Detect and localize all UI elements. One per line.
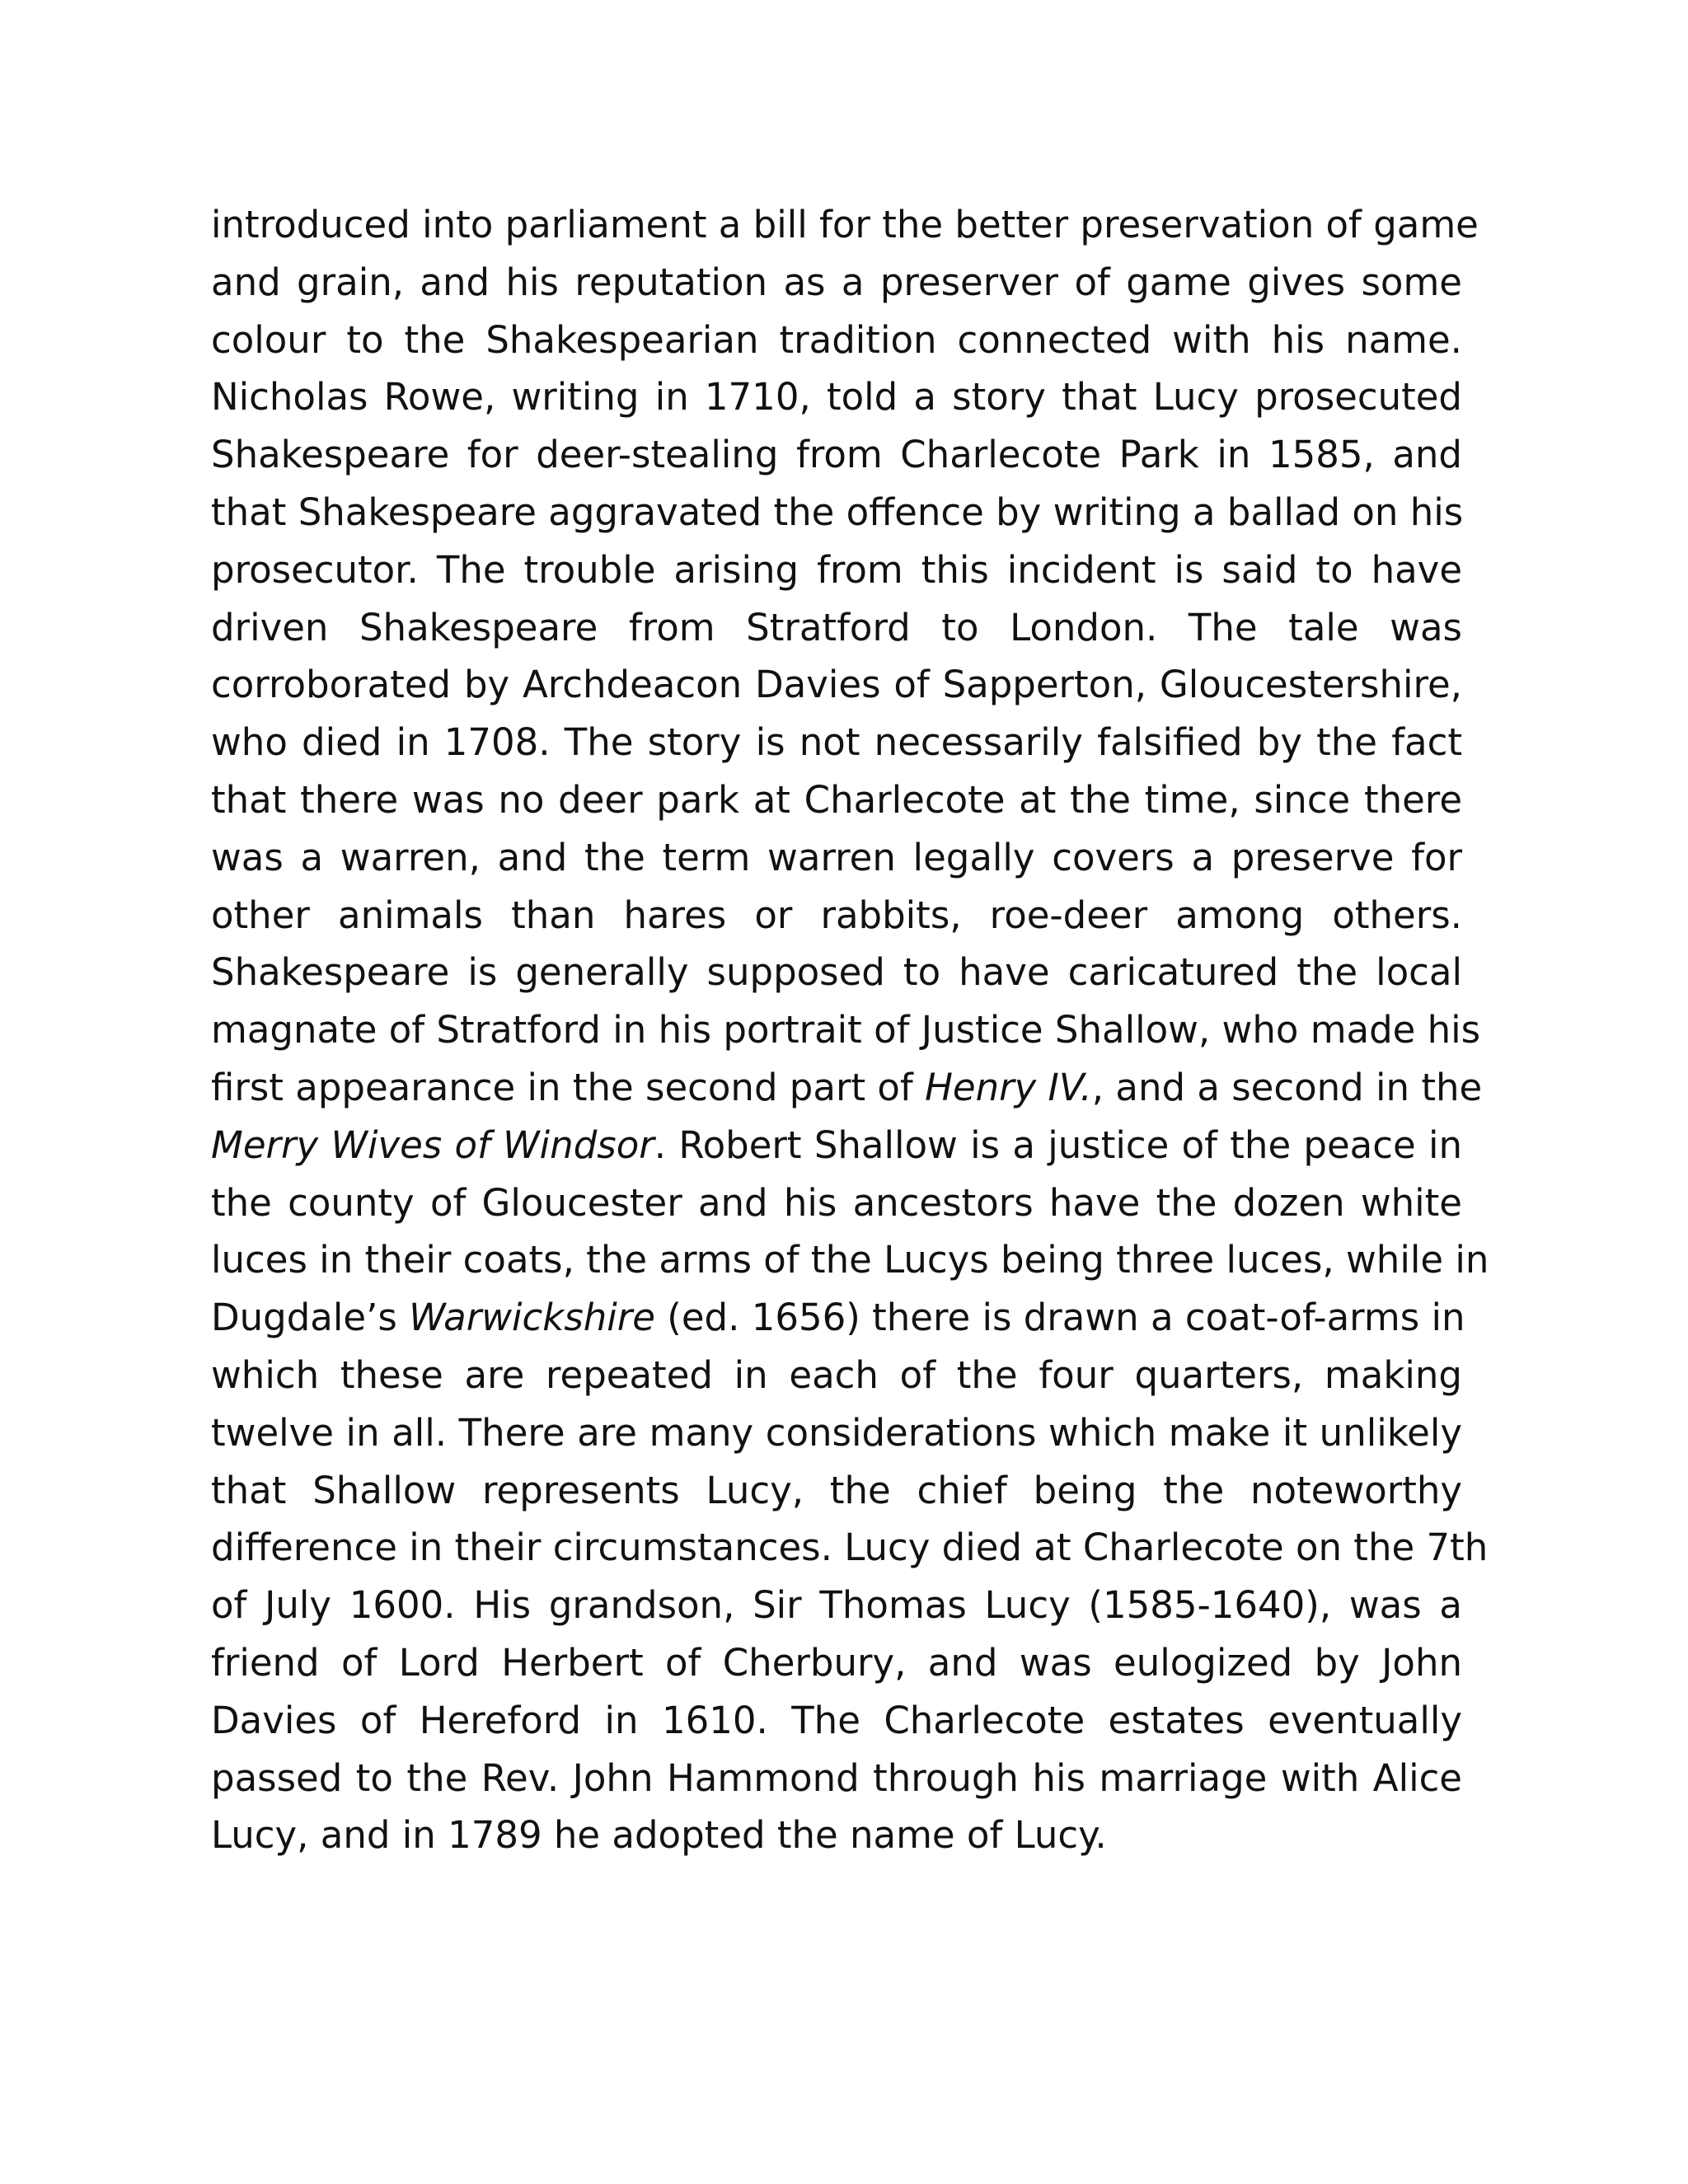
italic-title-text: Merry Wives of Windsor <box>211 1122 654 1167</box>
text-segment: Nicholas Rowe, writing in 1710, told a story that Lucy prosecuted <box>211 375 1462 419</box>
text-segment: which these are repeated in each of the four quarters, making <box>211 1352 1462 1397</box>
italic-title-text: Henry IV. <box>925 1065 1092 1109</box>
text-segment: friend of Lord Herbert of Cherbury, and was eulogized by John <box>211 1640 1462 1685</box>
text-segment: , and a second in the <box>1091 1065 1483 1109</box>
text-segment: Dugdale’s <box>211 1296 410 1340</box>
text-segment: difference in their circumstances. Lucy died at Charlecote on the 7th <box>211 1526 1489 1570</box>
text-segment: Shakespeare for deer-stealing from Charlecote Park in 1585, and <box>211 433 1462 477</box>
text-segment: magnate of Stratford in his portrait of Justice Shallow, who made his <box>211 1008 1481 1052</box>
text-segment: of July 1600. His grandson, Sir Thomas Lucy (1585-1640), was a <box>211 1583 1462 1628</box>
text-line <box>211 771 1462 829</box>
text-segment: that Shakespeare aggravated the offence by writing a ballad on his <box>211 490 1464 534</box>
text-segment: was a warren, and the term warren legally covers a preserve for <box>211 835 1462 879</box>
text-segment: that Shallow represents Lucy, the chief being the noteworthy <box>211 1468 1462 1512</box>
text-line <box>211 1404 1462 1462</box>
text-line <box>211 1347 1462 1404</box>
text-line <box>211 1519 1489 1577</box>
text-segment: and grain, and his reputation as a preserver of game gives some <box>211 260 1462 304</box>
text-segment: introduced into parliament a bill for the better preservation of game <box>211 203 1479 246</box>
text-segment: colour to the Shakespearian tradition connected with his name. <box>211 317 1462 362</box>
text-line <box>211 541 1462 599</box>
text-line <box>211 368 1462 426</box>
body-paragraph <box>211 196 1489 1864</box>
text-line <box>211 829 1462 887</box>
text-line <box>211 1174 1462 1232</box>
text-line <box>211 1462 1462 1520</box>
text-line <box>211 714 1462 771</box>
text-line <box>211 1634 1462 1692</box>
text-segment: that there was no deer park at Charlecote at the time, since there <box>211 777 1462 822</box>
italic-title-text: Warwickshire <box>409 1296 655 1340</box>
text-line <box>211 1807 1462 1864</box>
text-line <box>211 1059 1483 1117</box>
text-line <box>211 254 1462 312</box>
text-line <box>211 1117 1462 1174</box>
text-line <box>211 887 1462 944</box>
text-line <box>211 1001 1481 1059</box>
document-page <box>211 196 1489 1864</box>
text-segment: prosecutor. The trouble arising from this incident is said to have <box>211 547 1462 592</box>
text-segment: other animals than hares or rabbits, roe-deer among others. <box>211 893 1462 937</box>
text-line <box>211 599 1462 657</box>
text-segment: Lucy, and in 1789 he adopted the name of Lucy. <box>211 1813 1107 1858</box>
text-segment: Davies of Hereford in 1610. The Charlecote estates eventually <box>211 1698 1462 1742</box>
text-line <box>211 656 1462 714</box>
text-segment: driven Shakespeare from Stratford to London. The tale was <box>211 605 1462 649</box>
text-line <box>211 1577 1462 1634</box>
text-line <box>211 484 1462 541</box>
text-line <box>211 1692 1462 1750</box>
text-segment: . Robert Shallow is a justice of the peace in <box>654 1122 1463 1167</box>
text-segment: Shakespeare is generally supposed to have caricatured the local <box>211 950 1462 995</box>
text-segment: luces in their coats, the arms of the Lucys being three luces, while in <box>211 1238 1489 1282</box>
text-line <box>211 426 1462 484</box>
text-line <box>211 1750 1462 1807</box>
text-segment: first appearance in the second part of <box>211 1065 926 1109</box>
text-segment: passed to the Rev. John Hammond through his marriage with Alice <box>211 1755 1462 1800</box>
text-line <box>211 312 1462 369</box>
text-segment: the county of Gloucester and his ancestors have the dozen white <box>211 1180 1462 1225</box>
text-segment: (ed. 1656) there is drawn a coat-of-arms in <box>655 1296 1465 1340</box>
text-segment: corroborated by Archdeacon Davies of Sapperton, Gloucestershire, <box>211 663 1462 707</box>
text-segment: who died in 1708. The story is not necessarily falsified by the fact <box>211 720 1462 765</box>
text-line <box>211 196 1479 254</box>
text-line <box>211 944 1462 1001</box>
text-line <box>211 1231 1489 1289</box>
text-line <box>211 1289 1465 1347</box>
text-segment: twelve in all. There are many considerations which make it unlikely <box>211 1410 1462 1455</box>
